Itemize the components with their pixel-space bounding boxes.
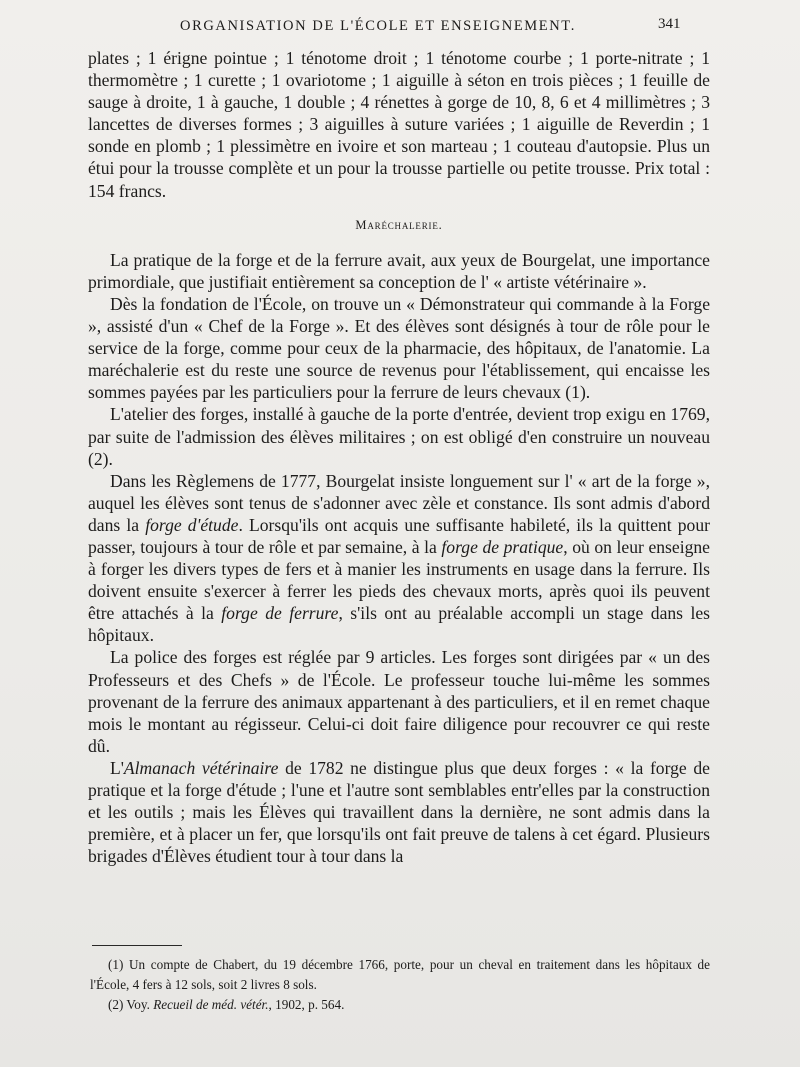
paragraph-1: La pratique de la forge et de la ferrure avait, aux yeux de Bourgelat, une importance primordiale, que justifiait entièrement sa conception de l' « artiste vétérinaire ».: [88, 249, 710, 292]
paragraph-4-text-b: . Lorsqu'ils ont acquis une suffisante habileté, ils la quittent pour passer, toujours à tour de rôle et par semaine, à la: [88, 514, 710, 557]
paragraph-instrument-list: plates ; 1 érigne pointue ; 1 ténotome droit ; 1 ténotome courbe ; 1 porte-nitrate ; 1 thermomètre ; 1 curette ; 1 ovariotome ; 1 aiguille à séton en trois pièces ; 1 feuille de sauge à droite, 1 à gauche, 1 double ; 4 rénettes à gorge de 10, 8, 6 et 4 millimètres ; 3 lancettes de diverses formes ; 3 aiguilles à suture variées ; 1 aiguille de Reverdin ; 1 sonde en plomb ; 1 plessimètre en ivoire et son marteau ; 1 couteau d'autopsie. Plus un étui pour la trousse complète et un pour la trousse partielle ou petite trousse. Prix total : 154 francs.: [88, 48, 710, 201]
paragraph-6: [88, 757, 710, 867]
paragraph-4-text-c: , où on leur enseigne à forger les divers types de fers et à manier les instruments en usage dans la ferrure. Ils doivent ensuite s'exercer à ferrer les pieds des chevaux morts, après quoi ils peuvent être attachés à la: [88, 536, 710, 624]
paragraph-6-text-b: de 1782 ne distingue plus que deux forges : « la forge de pratique et la forge d'étude ; l'une et l'autre sont semblables entr'elles par la construction et les outils ; mais les Élèves qui travaillent dans la dernière, ne sont admis dans la première, et à placer un fer, que lorsqu'ils ont fait preuve de talens à cet égard. Plusieurs brigades d'Élèves étudient tour à tour dans la: [88, 757, 710, 867]
footnote-2-text-a: (2) Voy.: [108, 997, 154, 1012]
paragraph-4-text-a: Dans les Règlemens de 1777, Bourgelat insiste longuement sur l' « art de la forge », auquel les élèves sont tenus de s'adonner avec zèle et constance. Ils sont admis d'abord dans la: [88, 470, 710, 535]
recueil-title-emphasis: Recueil de méd. vétér.: [153, 997, 269, 1012]
paragraph-4: [88, 470, 710, 647]
footnote-2: [90, 995, 710, 1015]
page-number: 341: [658, 16, 681, 32]
forge-de-ferrure-emphasis: forge de ferrure: [221, 603, 339, 624]
forge-d-etude-emphasis: forge d'étude: [145, 514, 239, 535]
paragraph-2: Dès la fondation de l'École, on trouve un « Démonstrateur qui commande à la Forge », assisté d'un « Chef de la Forge ». Et des élèves sont désignés à tour de rôle pour le service de la forge, comme pour ceux de la pharmacie, des hôpitaux, de l'anatomie. La maréchalerie est du reste une source de revenus pour l'établissement, qui encaisse les sommes payées par les particuliers pour la ferrure de leurs chevaux (1).: [88, 293, 710, 403]
section-title: Maréchalerie.: [355, 217, 443, 232]
paragraph-4-text-d: , s'ils ont au préalable accompli un stage dans les hôpitaux.: [88, 603, 711, 646]
paragraph-5: La police des forges est réglée par 9 articles. Les forges sont dirigées par « un des Professeurs et des Chefs » de l'École. Le professeur touche lui-même les sommes provenant de la ferrure des animaux appartenant à des particuliers, et il en remet chaque mois le montant au régisseur. Celui-ci doit faire diligence pour recouvrer ce qui reste dû.: [88, 647, 710, 756]
paragraph-6-text-a: L': [110, 757, 124, 778]
footnote-1: (1) Un compte de Chabert, du 19 décembre 1766, porte, pour un cheval en traitement dans les hôpitaux de l'École, 4 fers à 12 sols, soit 2 livres 8 sols.: [90, 957, 710, 992]
footnotes: [90, 955, 710, 1015]
almanach-title-emphasis: Almanach vétérinaire: [123, 757, 279, 778]
running-title: ORGANISATION DE L'ÉCOLE ET ENSEIGNEMENT.: [180, 18, 576, 34]
forge-de-pratique-emphasis: forge de pratique: [441, 536, 564, 557]
footnote-2-text-b: , 1902, p. 564.: [268, 997, 345, 1012]
page-body: [88, 47, 710, 867]
footnote-separator: [92, 945, 182, 946]
paragraph-3: L'atelier des forges, installé à gauche de la porte d'entrée, devient trop exigu en 1769, par suite de l'admission des élèves militaires ; on est obligé d'en construire un nouveau (2).: [88, 404, 710, 469]
